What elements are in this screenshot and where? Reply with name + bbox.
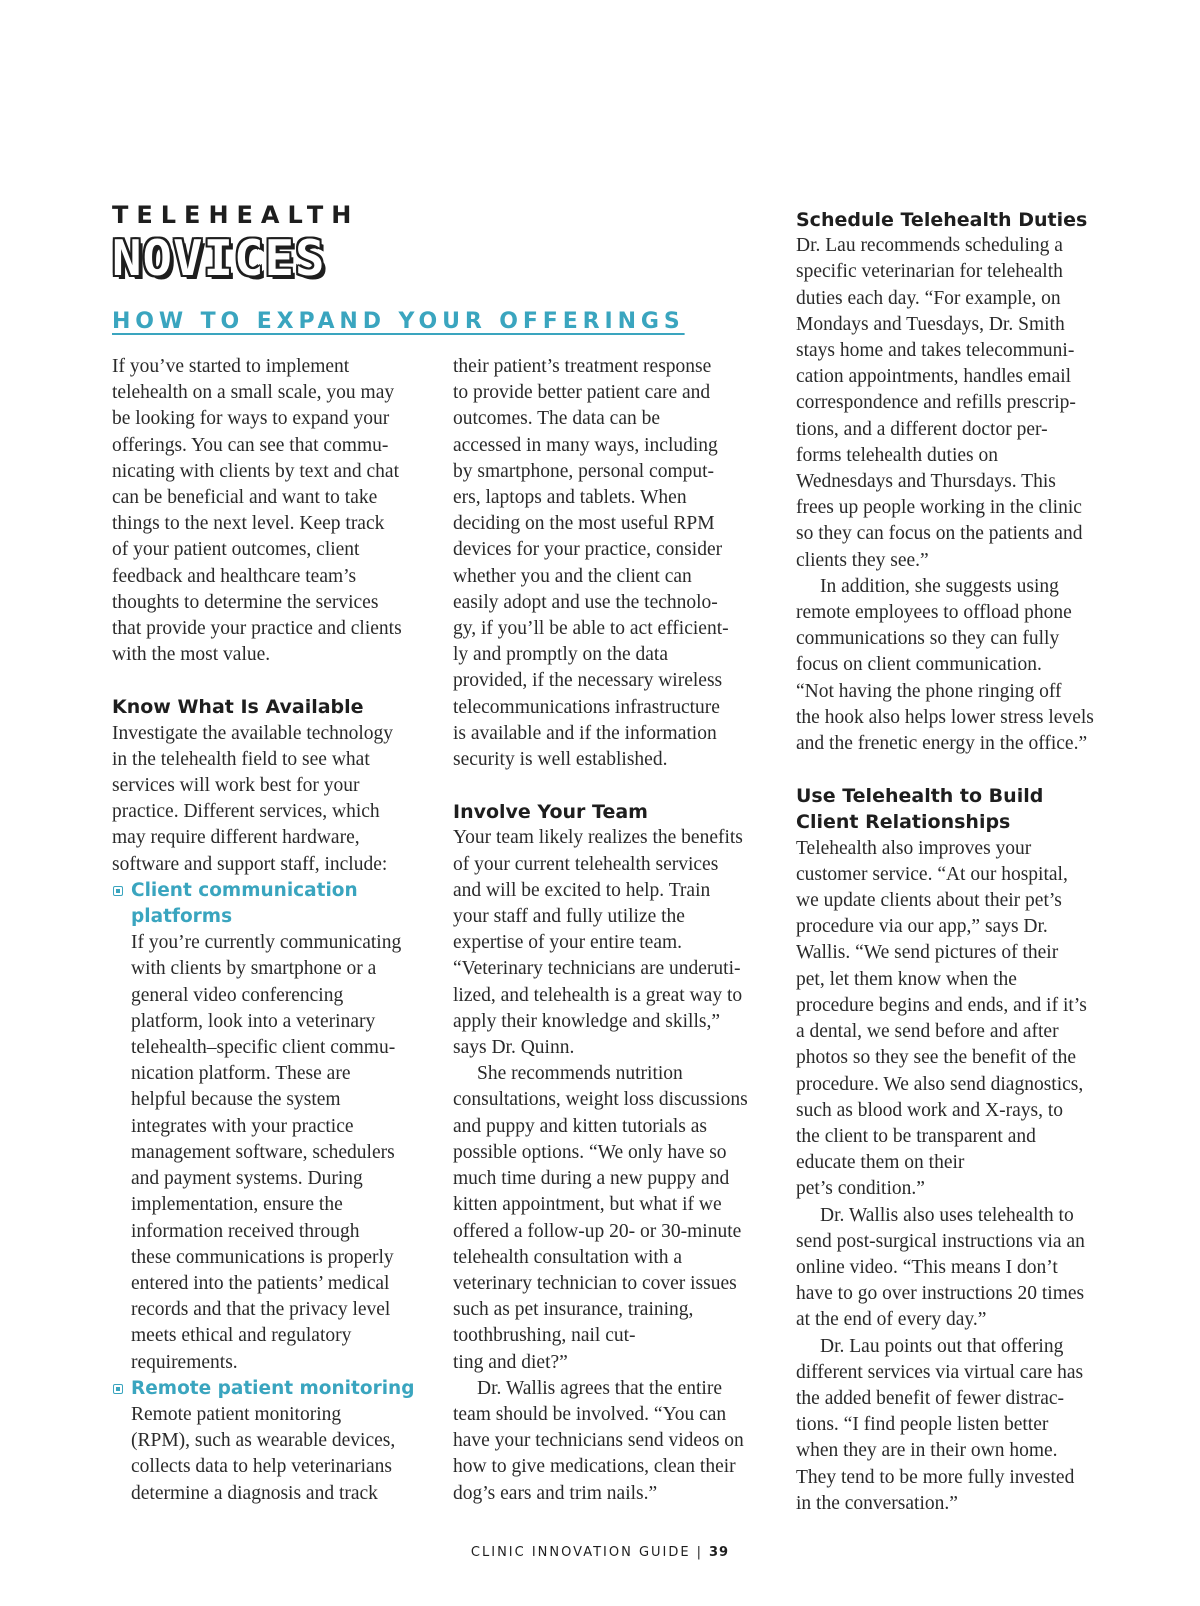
text-line: pet’s condition.”: [796, 1178, 925, 1200]
text-line: is available and if the information: [453, 722, 717, 744]
text-line: cation appointments, handles email: [796, 366, 1072, 388]
text-line: duties each day. “For example, on: [796, 287, 1061, 309]
text-line: ly and promptly on the data: [453, 644, 668, 666]
text-line: pet, let them know when the: [796, 968, 1017, 990]
text-line: nicating with clients by text and chat: [112, 460, 400, 482]
text-line: clients they see.”: [796, 549, 929, 571]
text-line: offered a follow-up 20- or 30-minute: [453, 1220, 742, 1242]
bullet-body: [131, 930, 432, 1375]
available-paragraph: [112, 721, 432, 878]
text-line: frees up people working in the clinic: [796, 497, 1082, 519]
heading-schedule-telehealth-duties: Schedule Telehealth Duties: [796, 209, 1088, 231]
text-line: helpful because the system: [131, 1089, 341, 1111]
bullet-heading: [131, 878, 432, 930]
text-line: toothbrushing, nail cut-: [453, 1325, 636, 1347]
text-line: kitten appointment, but what if we: [453, 1194, 722, 1216]
text-line: thoughts to determine the services: [112, 591, 379, 613]
build-paragraph-1: [796, 836, 1116, 1203]
text-line: security is well established.: [453, 749, 668, 771]
text-line: much time during a new puppy and: [453, 1168, 730, 1190]
text-line: records and that the privacy level: [131, 1299, 391, 1321]
text-line: platforms: [131, 906, 233, 928]
text-line: customer service. “At our hospital,: [796, 863, 1068, 885]
text-line: apply their knowledge and skills,”: [453, 1010, 720, 1032]
text-line: a dental, we send before and after: [796, 1021, 1059, 1043]
build-paragraph-3: [796, 1334, 1116, 1517]
text-line: that provide your practice and clients: [112, 618, 402, 640]
text-line: the client to be transparent and: [796, 1125, 1036, 1147]
text-line: Dr. Lau recommends scheduling a: [796, 235, 1063, 257]
text-line: your staff and fully utilize the: [453, 906, 685, 928]
build-paragraph-2: [796, 1203, 1116, 1334]
text-line: ting and diet?”: [453, 1351, 568, 1373]
text-line: procedure via our app,” says Dr.: [796, 916, 1048, 938]
subtitle: HOW TO EXPAND YOUR OFFERINGS: [112, 309, 685, 334]
heading-involve-your-team: Involve Your Team: [453, 801, 648, 824]
text-line: Mondays and Tuesdays, Dr. Smith: [796, 313, 1065, 335]
text-line: requirements.: [131, 1351, 238, 1373]
text-line: If you’re currently communicating: [131, 932, 402, 954]
text-line: such as blood work and X-rays, to: [796, 1099, 1063, 1121]
text-line: implementation, ensure the: [131, 1194, 343, 1216]
text-line: in the conversation.”: [796, 1492, 958, 1514]
text-line: things to the next level. Keep track: [112, 513, 385, 535]
text-line: gy, if you’ll be able to act efficient-: [453, 618, 729, 640]
rpm-continued-paragraph: [453, 354, 773, 773]
text-line: telehealth on a small scale, you may: [112, 382, 395, 404]
text-line: the hook also helps lower stress levels: [796, 706, 1094, 728]
text-line: Client Relationships: [796, 811, 1011, 834]
text-line: veterinary technician to cover issues: [453, 1272, 737, 1294]
publication-name: CLINIC INNOVATION GUIDE: [470, 1545, 691, 1560]
text-line: nication platform. These are: [131, 1063, 351, 1085]
text-line: Dr. Wallis agrees that the entire: [477, 1377, 722, 1399]
text-line: different services via virtual care has: [796, 1361, 1084, 1383]
text-line: “Veterinary technicians are underuti-: [453, 958, 741, 980]
text-line: expertise of your entire team.: [453, 932, 683, 954]
text-line: “Not having the phone ringing off: [796, 680, 1062, 702]
text-line: to provide better patient care and: [453, 382, 711, 404]
text-line: accessed in many ways, including: [453, 434, 718, 456]
footer-separator: |: [696, 1545, 703, 1560]
team-paragraph-2: [453, 1061, 773, 1375]
intro-paragraph: [112, 354, 432, 668]
text-line: and the frenetic energy in the office.”: [796, 733, 1088, 755]
text-line: by smartphone, personal comput-: [453, 460, 715, 482]
kicker: TELEHEALTH: [112, 201, 360, 229]
bullet-heading: Remote patient monitoring: [131, 1376, 432, 1402]
text-line: practice. Different services, which: [112, 801, 380, 823]
text-line: procedure begins and ends, and if it’s: [796, 994, 1087, 1016]
text-line: stays home and takes telecommuni-: [796, 340, 1075, 362]
text-line: management software, schedulers: [131, 1141, 395, 1163]
text-line: collects data to help veterinarians: [131, 1456, 392, 1478]
text-line: tions, and a different doctor per-: [796, 418, 1048, 440]
text-line: They tend to be more fully invested: [796, 1466, 1075, 1488]
heading-know-what-is-available: Know What Is Available: [112, 696, 364, 719]
text-line: and puppy and kitten tutorials as: [453, 1115, 707, 1137]
schedule-paragraph-2: [796, 574, 1116, 757]
text-line: photos so they see the benefit of the: [796, 1047, 1076, 1069]
bullet-remote-monitoring: [112, 1376, 432, 1507]
text-line: platform, look into a veterinary: [131, 1010, 376, 1032]
text-line: educate them on their: [796, 1152, 965, 1174]
text-line: we update clients about their pet’s: [796, 890, 1062, 912]
text-line: software and support staff, include:: [112, 853, 388, 875]
text-line: integrates with your practice: [131, 1115, 354, 1137]
text-line: specific veterinarian for telehealth: [796, 261, 1063, 283]
text-line: information received through: [131, 1220, 360, 1242]
text-line: have your technicians send videos on: [453, 1430, 744, 1452]
text-line: procedure. We also send diagnostics,: [796, 1073, 1084, 1095]
text-line: the added benefit of fewer distrac-: [796, 1387, 1064, 1409]
text-line: team should be involved. “You can: [453, 1403, 727, 1425]
text-line: have to go over instructions 20 times: [796, 1283, 1085, 1305]
text-line: Use Telehealth to Build: [796, 785, 1044, 808]
text-line: Dr. Lau points out that offering: [820, 1335, 1064, 1357]
text-line: easily adopt and use the technolo-: [453, 591, 718, 613]
text-line: these communications is properly: [131, 1246, 394, 1268]
text-line: offerings. You can see that commu-: [112, 434, 389, 456]
text-line: dog’s ears and trim nails.”: [453, 1482, 658, 1504]
text-line: be looking for ways to expand your: [112, 408, 390, 430]
text-line: in the telehealth field to see what: [112, 748, 370, 770]
text-line: tions. “I find people listen better: [796, 1414, 1049, 1436]
text-line: Wednesdays and Thursdays. This: [796, 471, 1056, 493]
text-line: devices for your practice, consider: [453, 539, 723, 561]
text-line: deciding on the most useful RPM: [453, 513, 715, 535]
text-line: focus on client communication.: [796, 654, 1042, 676]
text-line: lized, and telehealth is a great way to: [453, 984, 743, 1006]
text-line: and payment systems. During: [131, 1168, 363, 1190]
text-line: correspondence and refills prescrip-: [796, 392, 1076, 414]
text-line: feedback and healthcare team’s: [112, 565, 357, 587]
bullet-body: [131, 1402, 432, 1507]
text-line: consultations, weight loss discussions: [453, 1089, 748, 1111]
text-line: She recommends nutrition: [477, 1063, 683, 1085]
text-line: possible options. “We only have so: [453, 1141, 727, 1163]
bullet-client-communication: [112, 878, 432, 1376]
column-1: [112, 354, 432, 1507]
text-line: outcomes. The data can be: [453, 408, 661, 430]
text-line: services will work best for your: [112, 775, 360, 797]
text-line: Dr. Wallis also uses telehealth to: [820, 1204, 1074, 1226]
text-line: of your patient outcomes, client: [112, 539, 360, 561]
text-line: online video. “This means I don’t: [796, 1256, 1058, 1278]
text-line: such as pet insurance, training,: [453, 1299, 694, 1321]
text-line: of your current telehealth services: [453, 853, 719, 875]
text-line: telecommunications infrastructure: [453, 696, 720, 718]
text-line: general video conferencing: [131, 984, 344, 1006]
text-line: with clients by smartphone or a: [131, 958, 377, 980]
text-line: send post-surgical instructions via an: [796, 1230, 1085, 1252]
bullet-square-icon: [113, 1384, 123, 1394]
text-line: Remote patient monitoring: [131, 1403, 342, 1425]
heading-build-client-relationships: [796, 783, 1116, 835]
bullet-square-icon: [113, 886, 123, 896]
text-line: forms telehealth duties on: [796, 444, 998, 466]
text-line: how to give medications, clean their: [453, 1456, 736, 1478]
text-line: Client communication: [131, 879, 358, 901]
text-line: Telehealth also improves your: [796, 837, 1032, 859]
text-line: Investigate the available technology: [112, 722, 394, 744]
text-line: (RPM), such as wearable devices,: [131, 1430, 396, 1452]
text-line: their patient’s treatment response: [453, 356, 712, 377]
page-footer: [0, 1545, 1200, 1560]
text-line: says Dr. Quinn.: [453, 1037, 575, 1059]
text-line: with the most value.: [112, 644, 271, 666]
text-line: and will be excited to help. Train: [453, 879, 711, 901]
text-line: ers, laptops and tablets. When: [453, 487, 687, 509]
text-line: entered into the patients’ medical: [131, 1272, 390, 1294]
text-line: at the end of every day.”: [796, 1309, 987, 1331]
text-line: If you’ve started to implement: [112, 356, 350, 377]
text-line: meets ethical and regulatory: [131, 1325, 352, 1347]
text-line: may require different hardware,: [112, 827, 360, 849]
text-line: can be beneficial and want to take: [112, 487, 378, 509]
text-line: determine a diagnosis and track: [131, 1482, 378, 1504]
text-line: In addition, she suggests using: [820, 575, 1059, 597]
column-2: [453, 354, 773, 1507]
text-line: telehealth–specific client commu-: [131, 1037, 396, 1059]
schedule-paragraph-1: [796, 233, 1116, 574]
text-line: Your team likely realizes the benefits: [453, 827, 743, 849]
text-line: provided, if the necessary wireless: [453, 670, 723, 692]
team-paragraph-3: [453, 1376, 773, 1507]
text-line: so they can focus on the patients and: [796, 523, 1083, 545]
text-line: telehealth consultation with a: [453, 1246, 683, 1268]
text-line: communications so they can fully: [796, 628, 1060, 650]
text-line: Wallis. “We send pictures of their: [796, 942, 1059, 964]
text-line: remote employees to offload phone: [796, 602, 1072, 624]
page-number: 39: [708, 1545, 730, 1560]
column-3: [796, 207, 1116, 1517]
team-paragraph-1: [453, 825, 773, 1061]
text-line: whether you and the client can: [453, 565, 692, 587]
page-title: NOVICES: [112, 230, 326, 287]
text-line: when they are in their own home.: [796, 1440, 1058, 1462]
